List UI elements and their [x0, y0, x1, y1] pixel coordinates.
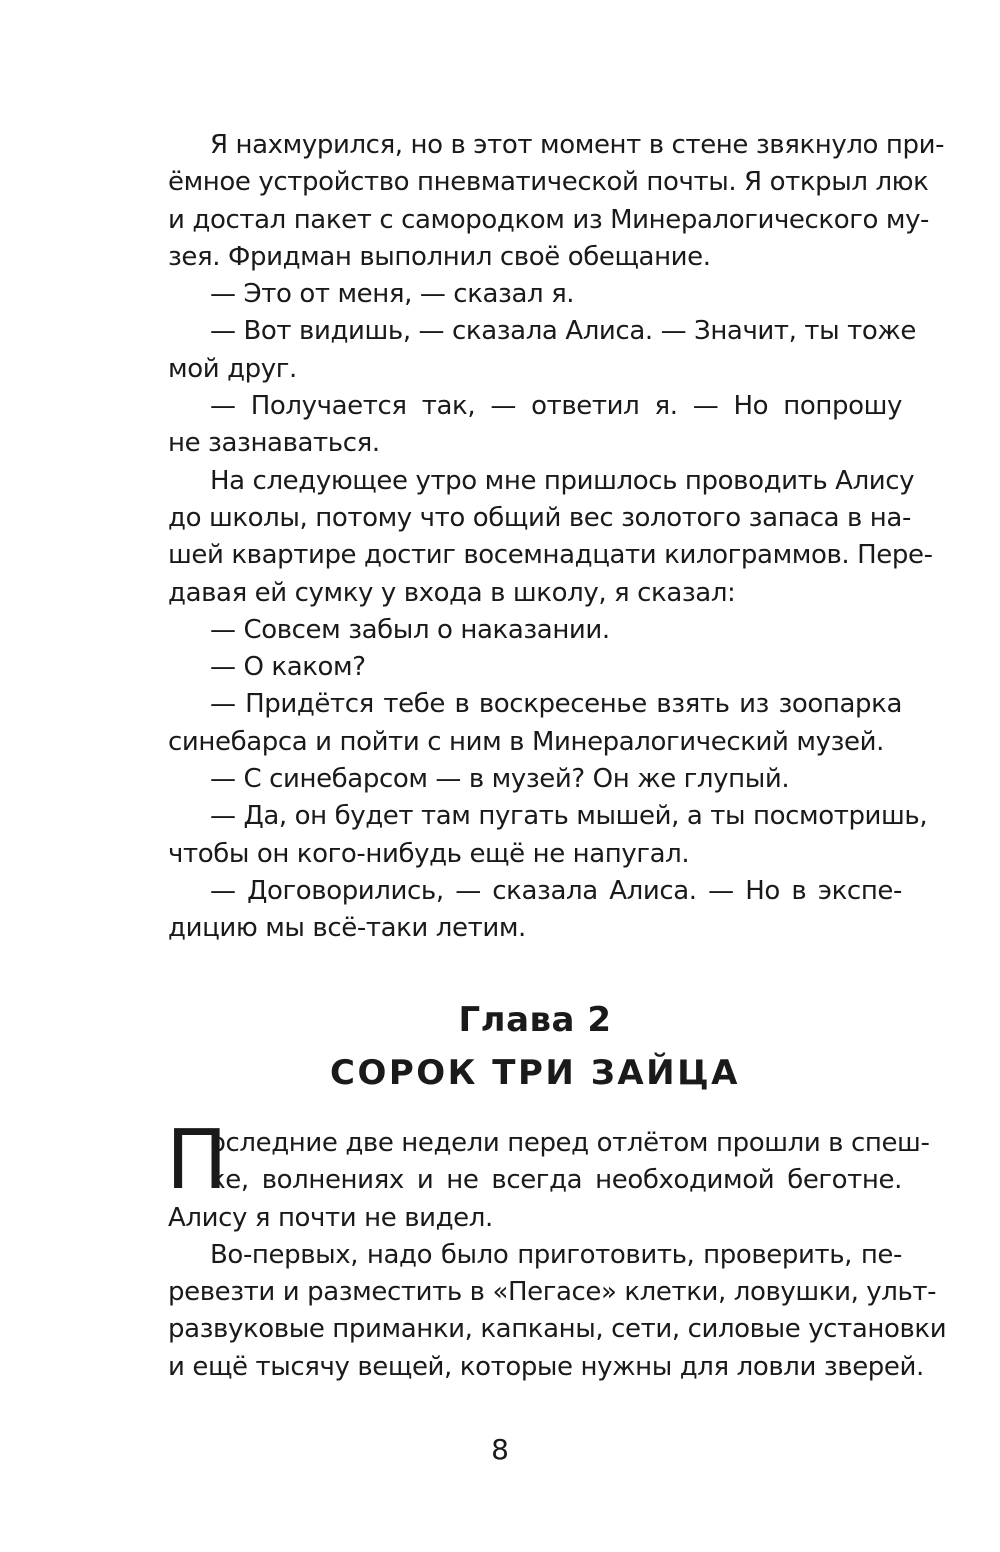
text-line: оследние две недели перед отлётом прошли в спеш- [210, 1128, 930, 1158]
text-line: — Договорились, — сказала Алиса. — Но в экспе- [210, 875, 902, 906]
text-line: ке, волнениях и не всегда необходимой беготне. [210, 1165, 902, 1196]
text-line: — Это от меня, — сказал я. [210, 279, 575, 310]
text-line: — Да, он будет там пугать мышей, а ты посмотришь, [210, 801, 928, 832]
text-line: На следующее утро мне пришлось проводить Алису [210, 465, 915, 496]
drop-cap: П [166, 1113, 228, 1208]
text-line: ёмное устройство пневматической почты. Я открыл люк [168, 167, 929, 198]
text-line: — С синебарсом — в музей? Он же глупый. [210, 764, 790, 795]
text-line: мой друг. [168, 353, 297, 384]
text-line: дицию мы всё-таки летим. [168, 913, 526, 944]
chapter-title: СОРОК ТРИ ЗАЙЦА [330, 1053, 740, 1093]
text-line: ревезти и разместить в «Пегасе» клетки, ловушки, ульт- [168, 1277, 937, 1308]
text-line: — О каком? [210, 652, 366, 683]
page-number: 8 [491, 1433, 509, 1466]
text-line: Я нахмурился, но в этот момент в стене звякнуло при- [210, 130, 945, 160]
text-line: Во-первых, надо было приготовить, проверить, пе- [210, 1239, 902, 1270]
text-line: и достал пакет с самородком из Минералогического му- [168, 204, 930, 235]
text-line: не зазнаваться. [168, 428, 380, 459]
text-line: и ещё тысячу вещей, которые нужны для ловли зверей. [168, 1351, 924, 1382]
text-line: давая ей сумку у входа в школу, я сказал: [168, 577, 736, 608]
text-line: зея. Фридман выполнил своё обещание. [168, 241, 711, 272]
text-line: шей квартире достиг восемнадцати килограммов. Пере- [168, 540, 933, 571]
text-line: — Придётся тебе в воскресенье взять из зоопарка [210, 689, 902, 720]
text-line: синебарса и пойти с ним в Минералогический музей. [168, 726, 884, 757]
text-line: до школы, потому что общий вес золотого запаса в на- [168, 502, 911, 533]
text-line: Алису я почти не видел. [168, 1202, 493, 1233]
body-text-bottom [166, 1113, 947, 1386]
text-line: развуковые приманки, капканы, сети, силовые установки [168, 1314, 947, 1345]
text-line: — Получается так, — ответил я. — Но попрошу [210, 391, 902, 422]
text-line: чтобы он кого-нибудь ещё не напугал. [168, 838, 690, 869]
chapter-number: Глава 2 [458, 1000, 612, 1040]
text-line: — Совсем забыл о наказании. [210, 614, 610, 645]
body-text-top [168, 127, 945, 948]
text-line: — Вот видишь, — сказала Алиса. — Значит, ты тоже [210, 316, 916, 347]
